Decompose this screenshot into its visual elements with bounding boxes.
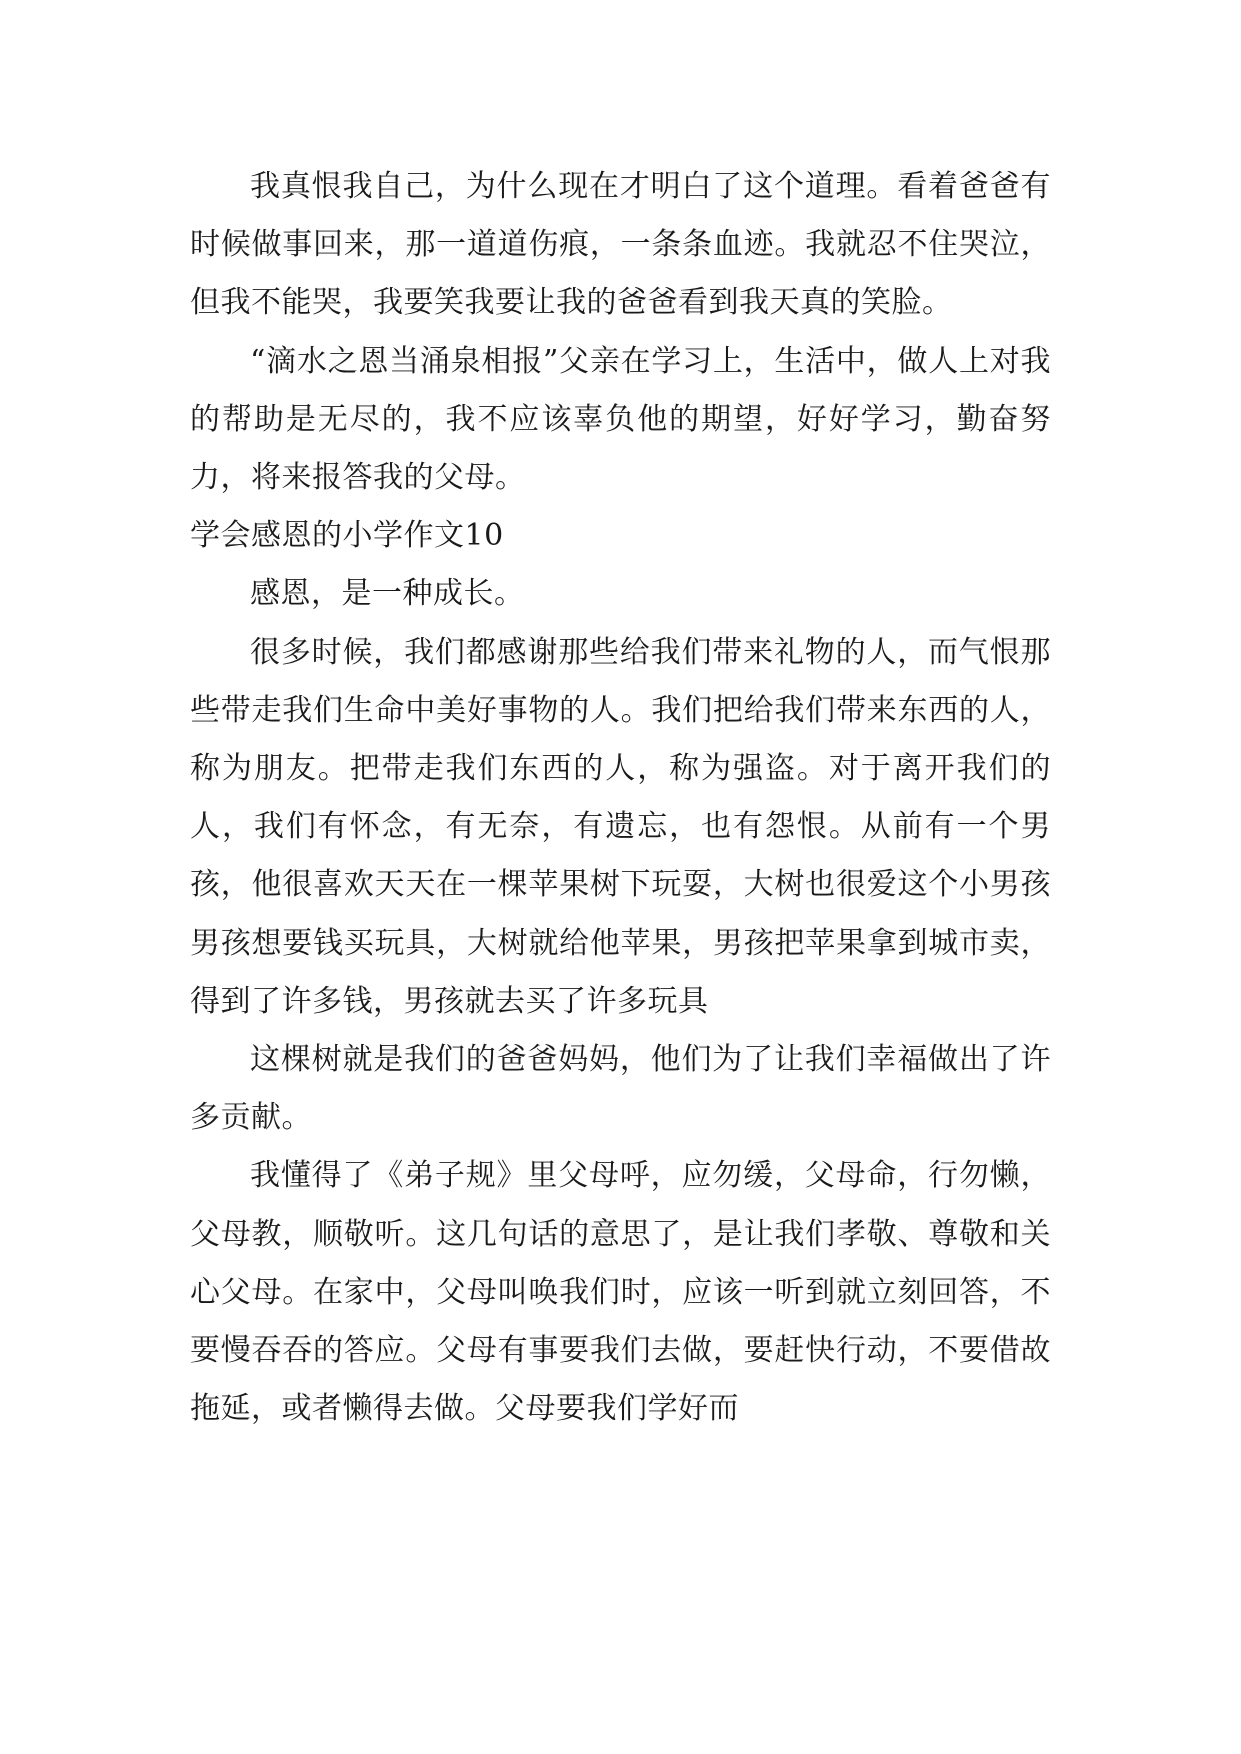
paragraph: 我懂得了《弟子规》里父母呼，应勿缓，父母命，行勿懒，父母教，顺敬听。这几句话的意思了，是让我们孝敬、尊敬和关心父母。在家中，父母叫唤我们时，应该一听到就立刻回答，不要慢吞吞的答应。父母有事要我们去做，要赶快行动，不要借故拖延，或者懒得去做。父母要我们学好而 <box>190 1158 1051 1427</box>
paragraph: 感恩，是一种成长。 <box>250 576 525 612</box>
paragraph: 我真恨我自己，为什么现在才明白了这个道理。看着爸爸有时候做事回来，那一道道伤痕，一条条血迹。我就忍不住哭泣，但我不能哭，我要笑我要让我的爸爸看到我天真的笑脸。 <box>190 169 1051 321</box>
section-heading: 学会感恩的小学作文10 <box>190 518 504 554</box>
paragraph: 这棵树就是我们的爸爸妈妈，他们为了让我们幸福做出了许多贡献。 <box>190 1042 1051 1136</box>
document-body <box>190 158 1051 1438</box>
paragraph: 很多时候，我们都感谢那些给我们带来礼物的人，而气恨那些带走我们生命中美好事物的人。我们把给我们带来东西的人，称为朋友。把带走我们东西的人，称为强盗。对于离开我们的人，我们有怀念，有无奈，有遗忘，也有怨恨。从前有一个男孩，他很喜欢天天在一棵苹果树下玩耍，大树也很爱这个小男孩男孩想要钱买玩具，大树就给他苹果，男孩把苹果拿到城市卖，得到了许多钱，男孩就去买了许多玩具 <box>190 634 1051 1019</box>
paragraph: “滴水之恩当涌泉相报”父亲在学习上，生活中，做人上对我的帮助是无尽的，我不应该辜负他的期望，好好学习，勤奋努力，将来报答我的父母。 <box>190 343 1051 496</box>
